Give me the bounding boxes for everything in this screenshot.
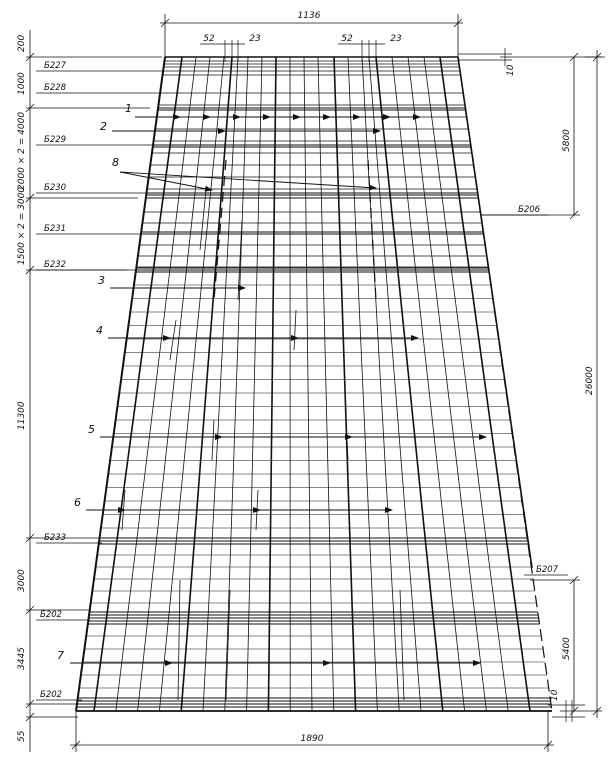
vertical-bar [225,57,248,711]
vertical-bar [318,57,334,711]
dim-bottom-offset-text: 10 [550,689,560,701]
label-b233: Б233 [44,533,67,543]
right-label-leaders [480,215,568,575]
label-b228: Б228 [44,83,67,93]
label-b232: Б232 [44,260,67,270]
dashed-bar [214,160,226,300]
pos-8: 8 [112,156,119,169]
dim-right-upper: 5800 [562,129,572,152]
dim-left-4000: 2000 × 2 = 4000 [17,111,27,190]
vertical-bar [362,57,399,711]
pos-4: 4 [96,324,103,337]
short-bar [200,190,206,250]
dim-right-spacing-text: 52 [341,34,353,44]
dim-right-overall: 26000 [585,366,595,395]
left-label-leaders [36,71,162,700]
dim-left-1000: 1000 [17,72,27,95]
short-bar [212,420,214,460]
horizontal-bars [77,61,552,707]
left-edge [76,57,165,711]
dim-bottom-width [70,711,554,752]
dim-left-gap-text: 23 [249,34,261,44]
dim-left-200: 200 [17,34,27,52]
dim-left-11300: 11300 [17,401,27,430]
dim-bottom-width-text: 1890 [300,734,324,744]
position-arrows [70,117,486,663]
label-b206: Б206 [518,205,541,215]
label-b231: Б231 [44,224,67,234]
pos-6: 6 [74,496,81,509]
vertical-bar [408,57,486,711]
label-b202-lower: Б202 [40,690,63,700]
pos-3: 3 [98,274,105,287]
dim-right-gap-text: 23 [390,34,402,44]
vertical-bar [181,57,232,711]
label-b207: Б207 [536,565,559,575]
dashed-bar [368,160,376,300]
pos-2: 2 [100,120,107,133]
dim-left-3000-lower: 3000 [17,569,27,592]
label-b202-upper: Б202 [40,610,63,620]
vertical-bar [138,57,210,711]
vertical-bar [424,57,508,711]
short-bar [400,590,404,700]
dim-top-offset-text: 10 [506,64,516,76]
label-b227: Б227 [44,61,67,71]
short-bar [178,580,180,700]
dim-top-spacing [200,40,385,62]
vertical-bar [268,57,276,711]
dim-top-width-text: 1136 [297,11,321,21]
vertical-bar [116,57,196,711]
vertical-bar [304,57,312,711]
short-bar [294,310,296,350]
label-b230: Б230 [44,183,67,193]
short-bar [226,590,230,700]
dim-left-spacing-text: 52 [203,34,215,44]
pos-1: 1 [125,102,132,115]
vertical-bar [376,57,443,711]
dim-left-55: 55 [17,730,27,742]
dim-left-3000-upper: 1500 × 2 = 3000 [17,186,27,265]
vertical-bars [94,57,530,711]
pos-7: 7 [57,649,64,662]
dim-left-3445: 3445 [17,647,27,670]
dim-right-lower: 5400 [562,637,572,660]
label-b229: Б229 [44,135,67,145]
vertical-bar [247,57,262,711]
short-bar [170,320,176,360]
vertical-bar [369,57,421,711]
vertical-bar [203,57,238,711]
panel-outline [76,57,552,711]
pos-5: 5 [88,423,95,436]
